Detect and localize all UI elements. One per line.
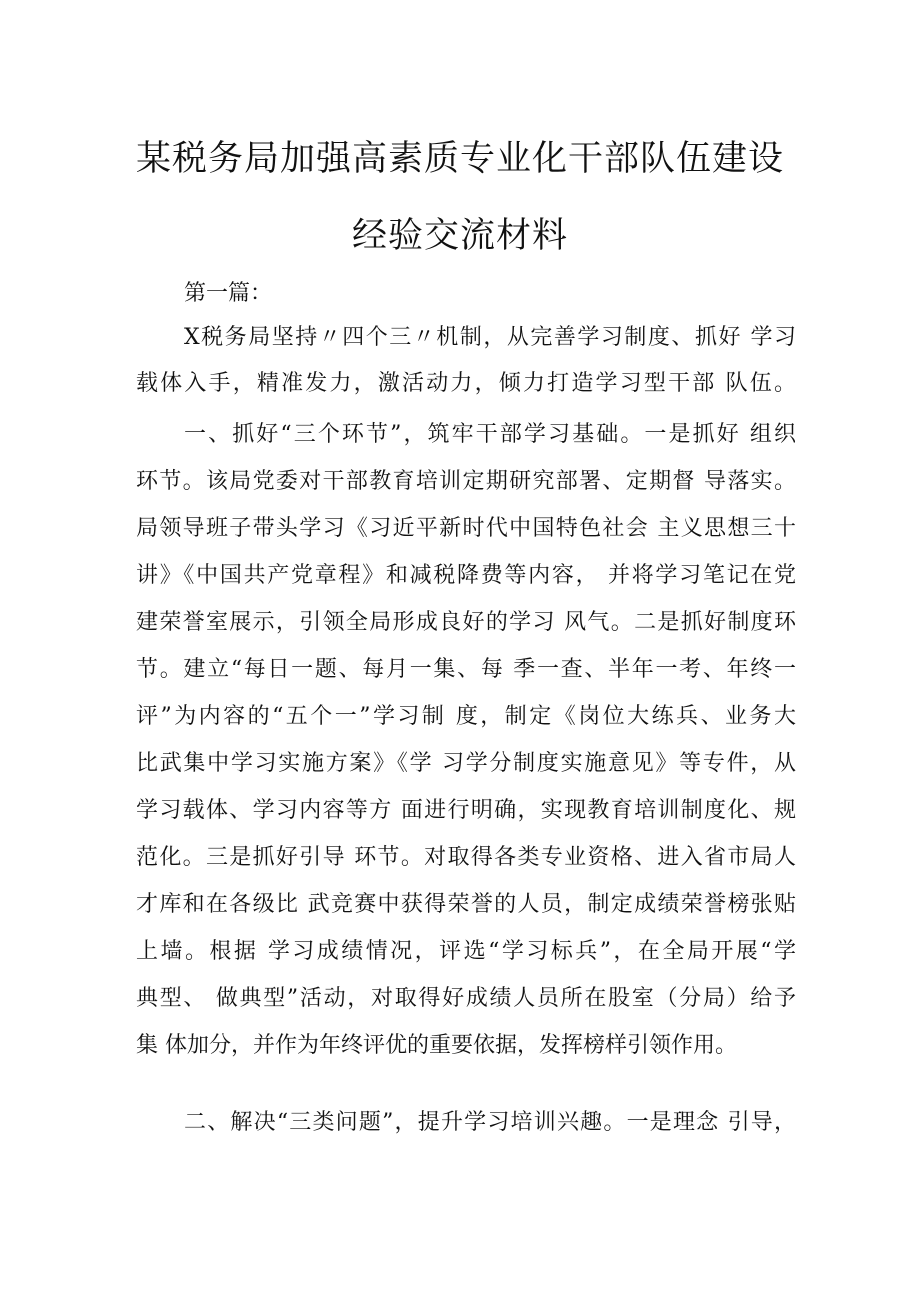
paragraph-line: 局领导班子带头学习《习近平新时代中国特色社会 主义思想三十 bbox=[136, 516, 796, 541]
paragraph-line: 才库和在各级比 武竞赛中获得荣誉的人员，制定成绩荣誉榜张贴 bbox=[136, 892, 796, 917]
paragraph-line: 典型、 做典型”活动，对取得好成绩人员所在股室（分局）给予 bbox=[136, 986, 796, 1011]
paragraph-line: 环节。该局党委对干部教育培训定期研究部署、定期督 导落实。 bbox=[136, 469, 796, 494]
paragraph-line: 二、解决“三类问题”，提升学习培训兴趣。一是理念 引导， bbox=[184, 1110, 796, 1135]
paragraph-line: 载体入手，精准发力，激活动力，倾力打造学习型干部 队伍。 bbox=[136, 371, 796, 396]
paragraph-line: 评”为内容的“五个一”学习制 度，制定《岗位大练兵、业务大 bbox=[136, 704, 796, 729]
document-title-line-2: 经验交流材料 bbox=[351, 216, 568, 256]
paragraph-line: 讲》《中国共产党章程》和减税降费等内容， 并将学习笔记在党 bbox=[136, 563, 796, 588]
paragraph-line: 节。建立“每日一题、每月一集、每 季一查、半年一考、年终一 bbox=[136, 657, 796, 682]
paragraph-line: X税务局坚持〃四个三〃机制，从完善学习制度、抓好 学习 bbox=[184, 325, 796, 350]
paragraph-line: 集 体加分，并作为年终评优的重要依据，发挥榜样引领作用。 bbox=[136, 1033, 737, 1058]
paragraph-line: 建荣誉室展示，引领全局形成良好的学习 风气。二是抓好制度环 bbox=[136, 610, 796, 635]
paragraph-line: 一、抓好“三个环节”，筑牢干部学习基础。一是抓好 组织 bbox=[184, 422, 796, 447]
paragraph-line: 学习载体、学习内容等方 面进行明确，实现教育培训制度化、规 bbox=[136, 798, 796, 823]
paragraph-line: 范化。三是抓好引导 环节。对取得各类专业资格、进入省市局人 bbox=[136, 845, 796, 870]
paragraph-line: 上墙。根据 学习成绩情况，评选“学习标兵”，在全局开展“学 bbox=[136, 939, 796, 964]
paragraph-line: 比武集中学习实施方案》《学 习学分制度实施意见》等专件，从 bbox=[136, 751, 796, 776]
document-title-line-1: 某税务局加强高素质专业化干部队伍建设 bbox=[135, 139, 784, 179]
section-label: 第一篇： bbox=[184, 281, 273, 306]
